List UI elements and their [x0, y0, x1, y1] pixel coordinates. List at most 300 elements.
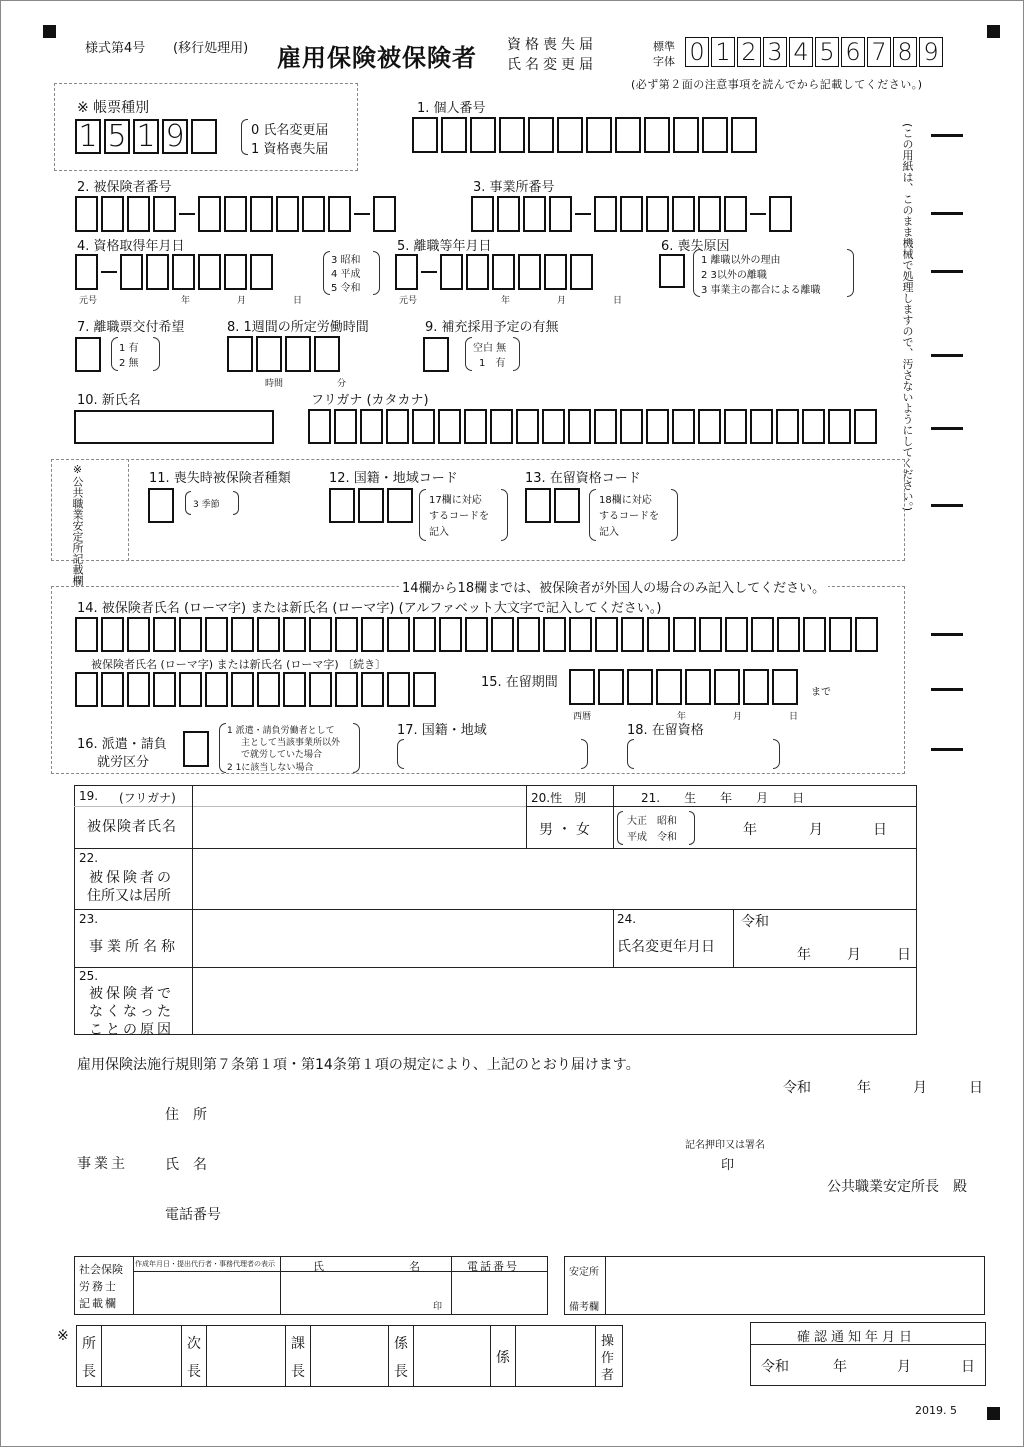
separator-dash [421, 271, 437, 274]
digit-box[interactable] [570, 254, 593, 290]
employer-label: 事業主 [77, 1156, 128, 1172]
sharoushi-col2-b: 名 [409, 1260, 420, 1273]
f16-box[interactable] [183, 731, 209, 767]
f11-box[interactable] [148, 488, 174, 523]
timing-mark [931, 427, 963, 430]
char-box[interactable] [672, 409, 695, 444]
f24-month: 月 [847, 947, 861, 963]
unit-month: 月 [733, 712, 743, 722]
digit-box[interactable] [441, 117, 467, 153]
form-type-opt0: 0 氏名変更届 [251, 123, 329, 138]
digit-box[interactable] [646, 196, 669, 232]
char-box[interactable] [101, 617, 124, 652]
sample-digit: 1 [711, 37, 735, 67]
char-box[interactable] [698, 409, 721, 444]
char-box[interactable] [646, 409, 669, 444]
f24-num: 24. [617, 912, 637, 926]
char-box[interactable] [387, 617, 410, 652]
work-hours-boxes [227, 336, 343, 372]
f9-box[interactable] [423, 337, 449, 372]
rule [733, 909, 734, 967]
f19-label: 被保険者氏名 [87, 819, 177, 835]
paren [419, 489, 426, 541]
char-box[interactable] [491, 617, 514, 652]
unit-year: 年 [181, 296, 191, 306]
f7-opt: 1 有 [119, 343, 139, 354]
digit-box[interactable] [250, 254, 273, 290]
employer-name-label: 氏 名 [165, 1157, 207, 1173]
digit-box[interactable] [672, 196, 695, 232]
digit-box[interactable] [499, 117, 525, 153]
char-box[interactable] [386, 409, 409, 444]
char-box[interactable] [568, 409, 591, 444]
char-box[interactable] [490, 409, 513, 444]
f14-label: 14. 被保険者氏名 (ローマ字) または新氏名 (ローマ字) (アルファベット大文字で記入してください。) [77, 601, 662, 616]
char-box[interactable] [179, 617, 202, 652]
char-box[interactable] [205, 672, 228, 707]
digit-box[interactable] [627, 669, 653, 705]
sharoushi-label: 記載欄 [79, 1297, 118, 1310]
stamp-label: 次 [187, 1336, 201, 1352]
digit-box[interactable] [127, 196, 150, 232]
sharoushi-seal: 印 [433, 1302, 443, 1312]
char-box[interactable] [334, 409, 357, 444]
timing-mark [931, 134, 963, 137]
f19-num: 19. [79, 789, 99, 803]
digit-box[interactable] [714, 669, 740, 705]
char-box[interactable] [361, 672, 384, 707]
digit-box[interactable] [685, 669, 711, 705]
sample-digit: 0 [685, 37, 709, 67]
char-box[interactable] [465, 617, 488, 652]
char-box[interactable] [153, 672, 176, 707]
f22-label: 被保険者の [89, 870, 174, 886]
char-box[interactable] [543, 617, 566, 652]
separator-dash [354, 213, 370, 216]
paren [323, 251, 330, 295]
char-box[interactable] [854, 409, 877, 444]
paren [513, 337, 520, 371]
stamp-label: 長 [291, 1364, 305, 1380]
char-box[interactable] [777, 617, 800, 652]
char-box[interactable] [751, 617, 774, 652]
digit-box[interactable] [731, 117, 757, 153]
birth-year-unit: 年 [743, 822, 757, 838]
char-box[interactable] [75, 617, 98, 652]
paren [773, 739, 780, 769]
timing-mark [931, 212, 963, 215]
digit-box[interactable] [698, 196, 721, 232]
rule [490, 1325, 491, 1387]
digit-box[interactable] [120, 254, 143, 290]
f16-opt: 主として当該事業所以外 [241, 738, 341, 748]
char-box[interactable] [725, 617, 748, 652]
f13-note: 記入 [599, 527, 619, 538]
unit-day: 日 [293, 296, 303, 306]
char-box[interactable] [335, 672, 358, 707]
digit-box[interactable] [75, 254, 98, 290]
char-box[interactable] [257, 617, 280, 652]
unit-year: 年 [501, 296, 511, 306]
f23-label: 事業所名称 [89, 939, 179, 955]
f9-opt: 空白 無 [473, 343, 507, 354]
paren [111, 337, 118, 371]
f25-label: 被保険者で [89, 986, 174, 1002]
loss-reason-box[interactable] [659, 254, 685, 288]
f16-label: 16. 派遣・請負 [77, 737, 167, 752]
digit-box[interactable] [644, 117, 670, 153]
digit-box[interactable] [172, 254, 195, 290]
insured-name-input[interactable] [193, 807, 525, 847]
char-box[interactable] [439, 617, 462, 652]
form-type-digit[interactable]: 1 [75, 119, 101, 154]
f19-kana: (フリガナ) [119, 791, 176, 805]
f23-num: 23. [79, 912, 99, 926]
sample-digit: 4 [789, 37, 813, 67]
char-box[interactable] [127, 617, 150, 652]
digit-box[interactable] [412, 117, 438, 153]
paren [581, 739, 588, 769]
f6-opt: 1 離職以外の理由 [701, 255, 781, 266]
digit-box[interactable] [549, 196, 572, 232]
char-box[interactable] [308, 409, 331, 444]
f22-label: 住所又は居所 [87, 888, 171, 904]
paren [373, 251, 380, 295]
rule [515, 1325, 516, 1387]
char-box[interactable] [101, 672, 124, 707]
char-box[interactable] [127, 672, 150, 707]
sub-title-loss: 資格喪失届 [507, 37, 597, 53]
f16-label-2: 就労区分 [97, 755, 150, 770]
stamp-label: 係 [394, 1336, 408, 1352]
insured-kana-input[interactable] [193, 786, 525, 806]
char-box[interactable] [75, 672, 98, 707]
digit-box[interactable] [673, 117, 699, 153]
separator-dash [750, 213, 766, 216]
digit-box[interactable] [544, 254, 567, 290]
paren [219, 723, 226, 773]
char-box[interactable] [803, 617, 826, 652]
char-box[interactable] [309, 617, 332, 652]
digit-box[interactable] [528, 117, 554, 153]
confirm-title: 確認通知年月日 [797, 1330, 917, 1345]
paren [627, 739, 634, 769]
char-box[interactable] [179, 672, 202, 707]
char-box[interactable] [360, 409, 383, 444]
char-box[interactable] [257, 672, 280, 707]
digit-box[interactable] [466, 254, 489, 290]
digit-box[interactable] [523, 196, 546, 232]
declaration-text: 雇用保険法施行規則第７条第１項・第14条第１項の規定により、上記のとおり届けます。 [77, 1057, 640, 1073]
rule [413, 1325, 414, 1387]
digit-box[interactable] [395, 254, 418, 290]
employer-phone-label: 電話番号 [165, 1207, 221, 1223]
form-number: 様式第4号 [85, 41, 146, 56]
corner-mark-br [987, 1407, 1000, 1420]
digit-box[interactable] [101, 196, 124, 232]
stay-period-boxes [569, 669, 801, 705]
char-box[interactable] [335, 617, 358, 652]
char-box[interactable] [283, 672, 306, 707]
romaji-name-boxes [75, 617, 881, 652]
char-box[interactable] [231, 672, 254, 707]
timing-mark [931, 688, 963, 691]
f8-label: 8. 1週間の所定労働時間 [227, 320, 369, 335]
char-box[interactable] [464, 409, 487, 444]
f9-opt: 1 有 [479, 358, 506, 369]
f16-opt: 2 1に該当しない場合 [227, 763, 314, 773]
digit-box[interactable] [314, 336, 340, 372]
new-name-input[interactable] [74, 410, 274, 444]
char-box[interactable] [699, 617, 722, 652]
unit-year: 年 [677, 712, 687, 722]
form-type-opt1: 1 資格喪失届 [251, 142, 329, 157]
char-box[interactable] [283, 617, 306, 652]
digit-box[interactable] [518, 254, 541, 290]
digit-box[interactable] [224, 254, 247, 290]
sample-digit: 2 [737, 37, 761, 67]
digit-box[interactable] [198, 254, 221, 290]
digit-box[interactable] [285, 336, 311, 372]
f14-cont-label: 被保険者氏名 (ローマ字) または新氏名 (ローマ字) 〔続き〕 [91, 658, 387, 671]
digit-box[interactable] [75, 196, 98, 232]
char-box[interactable] [412, 409, 435, 444]
remarks-label: 備考欄 [569, 1302, 599, 1313]
sample-digit: 8 [893, 37, 917, 67]
timing-mark [931, 633, 963, 636]
f4-era-opt: 4 平成 [331, 269, 361, 280]
f22-num: 22. [79, 851, 99, 865]
char-box[interactable] [620, 409, 643, 444]
rule [101, 1325, 102, 1387]
digit-box[interactable] [440, 254, 463, 290]
char-box[interactable] [542, 409, 565, 444]
address-input[interactable] [193, 849, 916, 908]
f24-year: 年 [797, 947, 811, 963]
decl-era: 令和 [783, 1080, 811, 1096]
f20-label: 20.性 別 [531, 791, 587, 805]
char-box[interactable] [855, 617, 878, 652]
digit-box[interactable] [256, 336, 282, 372]
sample-digit: 3 [763, 37, 787, 67]
seal-mark: 印 [721, 1158, 735, 1173]
char-box[interactable] [516, 409, 539, 444]
f15-label: 15. 在留期間 [481, 675, 558, 690]
f13-label: 13. 在留資格コード [525, 471, 641, 486]
public-office-label: ※公共職業安定所記載欄 [71, 463, 84, 586]
residence-code-boxes [525, 488, 583, 523]
char-box[interactable] [413, 617, 436, 652]
form-type-digit[interactable]: 1 [133, 119, 159, 154]
digit-box[interactable] [620, 196, 643, 232]
timing-mark [931, 270, 963, 273]
transition-note: (移行処理用) [173, 41, 249, 56]
char-box[interactable] [438, 409, 461, 444]
rule [74, 806, 192, 807]
f7-label: 7. 離職票交付希望 [77, 320, 185, 335]
char-box[interactable] [205, 617, 228, 652]
digit-box[interactable] [302, 196, 325, 232]
brace-left [241, 119, 248, 155]
unit-until: まで [811, 687, 831, 698]
char-box[interactable] [517, 617, 540, 652]
form-type-boxes [75, 119, 220, 154]
char-box[interactable] [413, 672, 436, 707]
digit-box[interactable] [358, 488, 384, 523]
digit-box[interactable] [525, 488, 551, 523]
f4-label: 4. 資格取得年月日 [77, 239, 185, 254]
char-box[interactable] [387, 672, 410, 707]
rule [605, 1256, 606, 1315]
char-box[interactable] [828, 409, 851, 444]
stamp-label: 長 [187, 1364, 201, 1380]
sharoushi-col1: 作成年月日・提出代行者・事務代理者の表示 [135, 1260, 275, 1268]
nationality-code-boxes [329, 488, 416, 523]
f1-label: 1. 個人番号 [417, 101, 486, 116]
f12-label: 12. 国籍・地域コード [329, 471, 458, 486]
f21-label: 21. 生 年 月 日 [641, 791, 805, 805]
confirm-day: 日 [961, 1359, 975, 1375]
paren [693, 249, 700, 297]
unit-minutes: 分 [337, 379, 347, 389]
f7-box[interactable] [75, 337, 101, 372]
f24-label: 氏名変更年月日 [617, 939, 715, 955]
reason-input[interactable] [193, 968, 916, 1034]
sample-digit: 7 [867, 37, 891, 67]
rule [280, 1256, 281, 1315]
rule [181, 1325, 182, 1387]
unit-month: 月 [237, 296, 247, 306]
paren [353, 723, 360, 773]
unit-day: 日 [613, 296, 623, 306]
recipient: 公共職業安定所長 殿 [827, 1179, 967, 1195]
char-box[interactable] [231, 617, 254, 652]
stamp-mark: ※ [57, 1328, 69, 1344]
rule [388, 1325, 389, 1387]
form-type-digit[interactable]: 9 [162, 119, 188, 154]
f6-opt: 2 3以外の離職 [701, 270, 767, 281]
char-box[interactable] [724, 409, 747, 444]
rule [206, 1325, 207, 1387]
sharoushi-col2-a: 氏 [313, 1260, 324, 1273]
char-box[interactable] [594, 409, 617, 444]
form-type-digit[interactable]: 5 [104, 119, 130, 154]
char-box[interactable] [153, 617, 176, 652]
f10-kana-label: フリガナ (カタカナ) [311, 393, 429, 408]
side-note: (この用紙は、このまま機械で処理しますので、汚さないようにしてください。) [901, 123, 914, 512]
main-title: 雇用保険被保険者 [277, 44, 477, 72]
digit-box[interactable] [497, 196, 520, 232]
digit-box[interactable] [772, 669, 798, 705]
stamp-label: 操 [601, 1334, 615, 1349]
birth-era-1[interactable]: 大正 昭和 [627, 816, 677, 827]
char-box[interactable] [569, 617, 592, 652]
f12-note: 記入 [429, 527, 449, 538]
digit-box[interactable] [471, 196, 494, 232]
char-box[interactable] [309, 672, 332, 707]
f2-label: 2. 被保険者番号 [77, 180, 172, 195]
unit-western: 西暦 [573, 712, 592, 722]
digit-box[interactable] [615, 117, 641, 153]
digit-box[interactable] [598, 669, 624, 705]
paren [589, 489, 596, 541]
paren [233, 491, 239, 515]
paren [617, 811, 623, 845]
f16-opt: で就労していた場合 [241, 750, 323, 760]
char-box[interactable] [802, 409, 825, 444]
char-box[interactable] [673, 617, 696, 652]
digit-box[interactable] [656, 669, 682, 705]
paren [185, 491, 191, 515]
char-box[interactable] [647, 617, 670, 652]
digit-box[interactable] [224, 196, 247, 232]
gender-options[interactable]: 男 ・ 女 [539, 822, 590, 838]
sharoushi-col3: 電話番号 [467, 1260, 519, 1273]
version: 2019. 5 [915, 1404, 957, 1417]
digit-box[interactable] [328, 196, 351, 232]
stamp-label: 長 [394, 1364, 408, 1380]
digit-box[interactable] [769, 196, 792, 232]
char-box[interactable] [829, 617, 852, 652]
unit-day: 日 [789, 712, 799, 722]
f13-note: するコードを [599, 511, 659, 522]
paren [689, 811, 695, 845]
digit-box[interactable] [557, 117, 583, 153]
char-box[interactable] [621, 617, 644, 652]
office-number-boxes [471, 196, 795, 232]
stamp-label: 所 [82, 1336, 96, 1352]
f4-era-opt: 3 昭和 [331, 255, 361, 266]
notice-text: (必ず第２面の注意事項を読んでから記載してください。) [631, 78, 923, 91]
digit-box[interactable] [153, 196, 176, 232]
paren [153, 337, 160, 371]
char-box[interactable] [776, 409, 799, 444]
digit-box[interactable] [743, 669, 769, 705]
digit-box[interactable] [250, 196, 273, 232]
form-type-digit[interactable] [191, 119, 217, 154]
digit-box[interactable] [492, 254, 515, 290]
unit-era: 元号 [79, 296, 98, 306]
f10-label: 10. 新氏名 [77, 393, 141, 408]
birth-era-2[interactable]: 平成 令和 [627, 832, 677, 843]
digit-box[interactable] [198, 196, 221, 232]
char-box[interactable] [595, 617, 618, 652]
digit-box[interactable] [724, 196, 747, 232]
digit-box[interactable] [554, 488, 580, 523]
digit-box[interactable] [470, 117, 496, 153]
rule [451, 1256, 452, 1315]
office-name-input[interactable] [193, 910, 612, 966]
digit-box[interactable] [329, 488, 355, 523]
digit-box[interactable] [702, 117, 728, 153]
romaji-cont-boxes [75, 672, 439, 707]
confirm-month: 月 [897, 1359, 911, 1375]
digit-box[interactable] [146, 254, 169, 290]
char-box[interactable] [361, 617, 384, 652]
digit-box[interactable] [594, 196, 617, 232]
char-box[interactable] [750, 409, 773, 444]
digit-box[interactable] [586, 117, 612, 153]
f24-day: 日 [897, 947, 911, 963]
f13-note: 18欄に対応 [599, 495, 652, 506]
digit-box[interactable] [569, 669, 595, 705]
rule [285, 1325, 286, 1387]
digit-box[interactable] [227, 336, 253, 372]
digit-box[interactable] [387, 488, 413, 523]
digit-box[interactable] [373, 196, 396, 232]
f6-label: 6. 喪失原因 [661, 239, 730, 254]
digit-box[interactable] [276, 196, 299, 232]
